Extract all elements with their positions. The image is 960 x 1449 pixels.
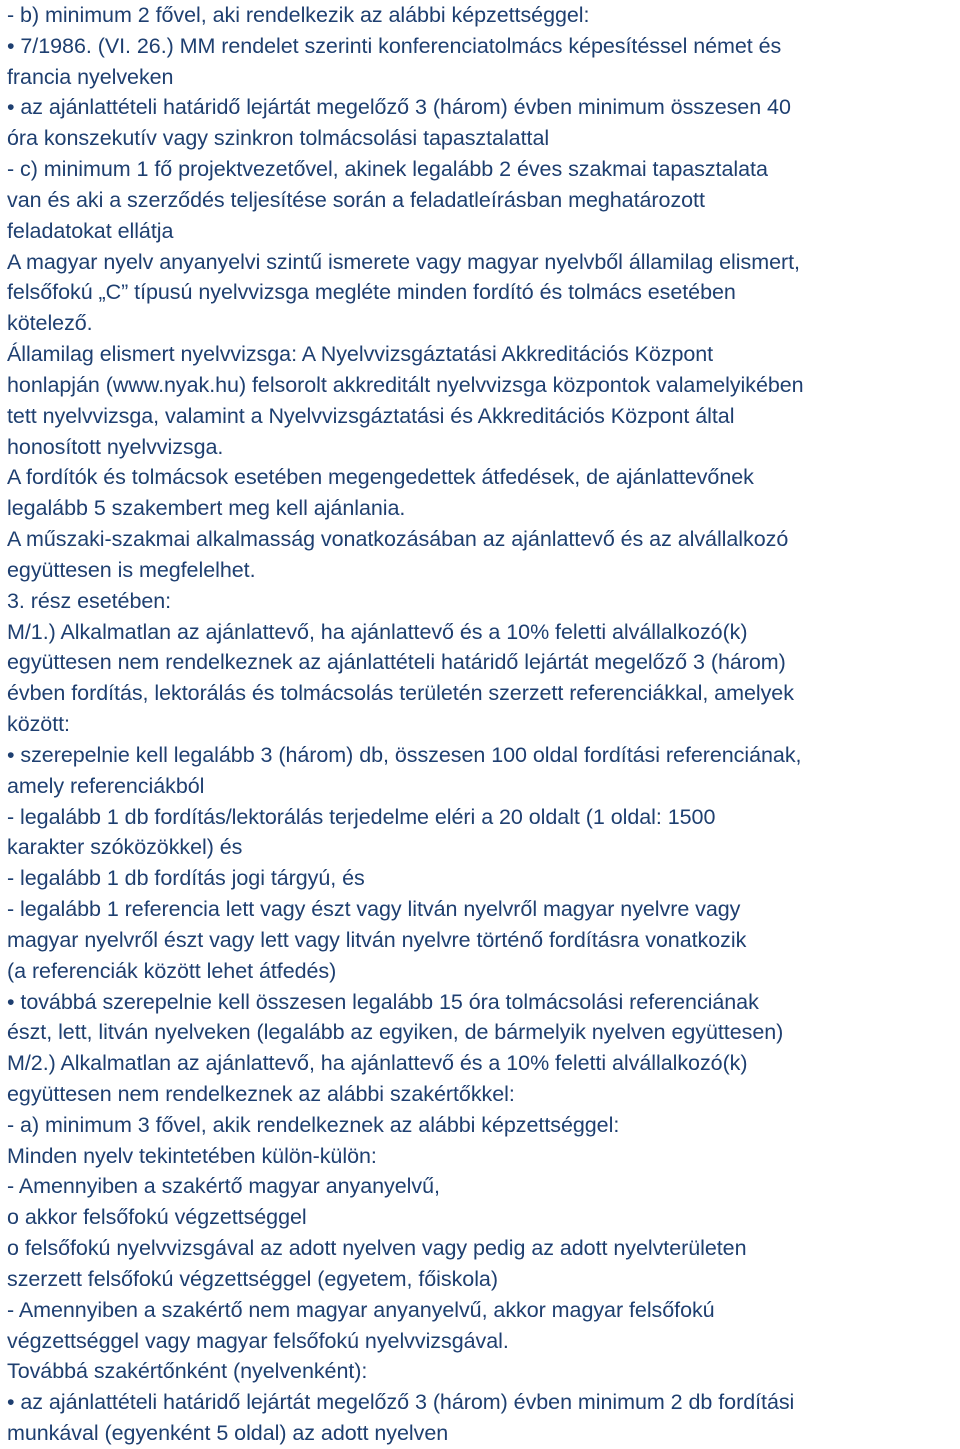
text-line: francia nyelveken (7, 64, 174, 89)
text-line: M/2.) Alkalmatlan az ajánlattevő, ha ajánlattevő és a 10% feletti alvállalkozó(k) (7, 1051, 748, 1076)
text-line: - legalább 1 db fordítás/lektorálás terjedelme eléri a 20 oldalt (1 oldal: 1500 (7, 804, 716, 829)
text-line: között: (7, 712, 70, 737)
text-line: munkával (egyenként 5 oldal) az adott nyelven (7, 1421, 449, 1446)
text-line: • az ajánlattételi határidő lejártát megelőző 3 (három) évben minimum 2 db fordítási (7, 1390, 795, 1415)
text-line: óra konszekutív vagy szinkron tolmácsolási tapasztalattal (7, 126, 550, 151)
text-line: • szerepelnie kell legalább 3 (három) db, összesen 100 oldal fordítási referenciának, (7, 742, 802, 767)
document-body (7, 0, 957, 1449)
text-line: végzettséggel vagy magyar felsőfokú nyelvvizsgával. (7, 1328, 509, 1353)
text-line: • 7/1986. (VI. 26.) MM rendelet szerinti konferenciatolmács képesítéssel német és (7, 33, 782, 58)
text-line: kötelező. (7, 311, 93, 336)
text-line: karakter szóközökkel) és (7, 835, 243, 860)
text-line: Minden nyelv tekintetében külön-külön: (7, 1143, 377, 1168)
text-line: 3. rész esetében: (7, 588, 172, 613)
text-line: van és aki a szerződés teljesítése során a feladatleírásban meghatározott (7, 187, 705, 212)
text-line: felsőfokú „C” típusú nyelvvizsga megléte minden fordító és tolmács esetében (7, 280, 736, 305)
text-line: évben fordítás, lektorálás és tolmácsolás területén szerzett referenciákkal, amelyek (7, 681, 794, 706)
text-line: magyar nyelvről észt vagy lett vagy litván nyelvre történő fordításra vonatkozik (7, 927, 747, 952)
text-line: - c) minimum 1 fő projektvezetővel, akinek legalább 2 éves szakmai tapasztalata (7, 157, 768, 182)
text-line: - legalább 1 db fordítás jogi tárgyú, és (7, 866, 365, 891)
text-line: (a referenciák között lehet átfedés) (7, 958, 337, 983)
text-line: - legalább 1 referencia lett vagy észt vagy litván nyelvről magyar nyelvre vagy (7, 897, 741, 922)
text-line: amely referenciákból (7, 773, 205, 798)
text-line: feladatokat ellátja (7, 218, 174, 243)
text-line: A magyar nyelv anyanyelvi szintű ismerete vagy magyar nyelvből államilag elismert, (7, 249, 800, 274)
text-line: A műszaki-szakmai alkalmasság vonatkozásában az ajánlattevő és az alvállalkozó (7, 527, 789, 552)
text-line: - a) minimum 3 fővel, akik rendelkeznek az alábbi képzettséggel: (7, 1112, 620, 1137)
text-line: - Amennyiben a szakértő magyar anyanyelvű, (7, 1174, 440, 1199)
text-line: legalább 5 szakembert meg kell ajánlania. (7, 496, 406, 521)
text-line: • továbbá szerepelnie kell összesen legalább 15 óra tolmácsolási referenciának (7, 989, 759, 1014)
text-line: Továbbá szakértőnként (nyelvenként): (7, 1359, 368, 1384)
text-line: észt, lett, litván nyelveken (legalább az egyiken, de bármelyik nyelven együttesen) (7, 1020, 784, 1045)
text-line: • az ajánlattételi határidő lejártát megelőző 3 (három) évben minimum összesen 40 (7, 95, 791, 120)
text-line: A fordítók és tolmácsok esetében megengedettek átfedések, de ajánlattevőnek (7, 465, 754, 490)
text-line: honlapján (www.nyak.hu) felsorolt akkreditált nyelvvizsga központok valamelyikében (7, 372, 804, 397)
text-line: együttesen is megfelelhet. (7, 557, 256, 582)
text-line: o akkor felsőfokú végzettséggel (7, 1205, 307, 1230)
text-line: honosított nyelvvizsga. (7, 434, 224, 459)
text-line: - b) minimum 2 fővel, aki rendelkezik az alábbi képzettséggel: (7, 3, 590, 27)
text-line: o felsőfokú nyelvvizsgával az adott nyelven vagy pedig az adott nyelvterületen (7, 1236, 747, 1261)
text-line: - Amennyiben a szakértő nem magyar anyanyelvű, akkor magyar felsőfokú (7, 1297, 715, 1322)
text-line: M/1.) Alkalmatlan az ajánlattevő, ha ajánlattevő és a 10% feletti alvállalkozó(k) (7, 619, 748, 644)
text-line: együttesen nem rendelkeznek az alábbi szakértőkkel: (7, 1081, 515, 1106)
text-line: tett nyelvvizsga, valamint a Nyelvvizsgáztatási és Akkreditációs Központ által (7, 403, 735, 428)
text-line: Államilag elismert nyelvvizsga: A Nyelvvizsgáztatási Akkreditációs Központ (7, 342, 714, 367)
text-line: együttesen nem rendelkeznek az ajánlattételi határidő lejártát megelőző 3 (három) (7, 650, 786, 675)
text-line: szerzett felsőfokú végzettséggel (egyetem, főiskola) (7, 1266, 498, 1291)
